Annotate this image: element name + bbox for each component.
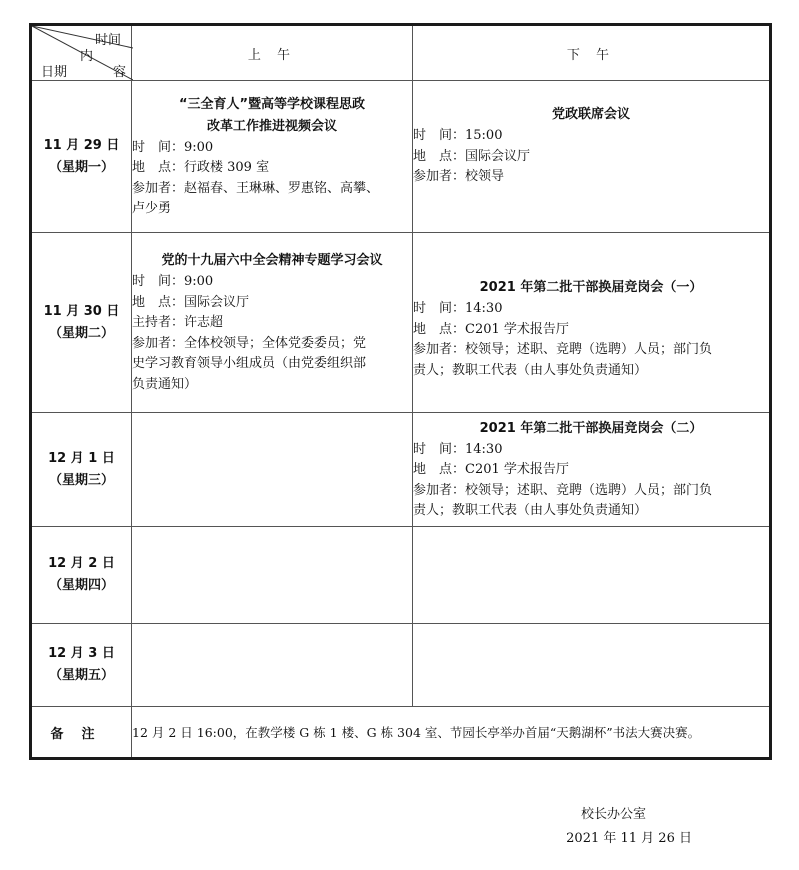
diag-content-label-a: 内 xyxy=(80,49,94,64)
weekday-label: （星期三） xyxy=(48,472,114,488)
event-location: 地 点：国际会议厅 xyxy=(132,294,250,310)
date-cell xyxy=(31,413,132,527)
weekday-label: （星期一） xyxy=(48,159,114,175)
event-title: 党政联席会议 xyxy=(551,107,630,122)
afternoon-cell xyxy=(413,81,771,233)
weekday-label: （星期二） xyxy=(48,325,114,341)
event-location: 地 点：C201 学术报告厅 xyxy=(413,462,569,477)
morning-cell xyxy=(132,527,413,624)
date-label: 12 月 2 日 xyxy=(48,556,115,571)
morning-cell xyxy=(132,81,413,233)
event-time: 时 间：14:30 xyxy=(413,301,503,316)
footer-date: 2021 年 11 月 26 日 xyxy=(566,831,692,846)
schedule-table xyxy=(29,23,772,760)
date-cell xyxy=(31,527,132,624)
event-title: 党的十九届六中全会精神专题学习会议 xyxy=(161,253,383,268)
afternoon-cell xyxy=(413,413,771,527)
event-time: 时 间：14:30 xyxy=(413,441,503,457)
afternoon-cell xyxy=(413,527,771,624)
event-attendees: 参加者：校领导 xyxy=(413,169,505,184)
day-row xyxy=(31,527,771,624)
event-attendees: 卢少勇 xyxy=(132,201,172,216)
day-row xyxy=(31,624,771,707)
morning-cell xyxy=(132,233,413,413)
remarks-text: 12 月 2 日 16:00，在教学楼 G 栋 1 楼、G 栋 304 室、节园长亭举办首届“天鹅湖杯”书法大赛决赛。 xyxy=(132,707,771,759)
afternoon-cell xyxy=(413,233,771,413)
event-title: 2021 年第二批干部换届竞岗会（一） xyxy=(479,280,703,295)
event-location: 地 点：国际会议厅 xyxy=(413,148,531,164)
diag-time-label: 时间 xyxy=(95,33,122,48)
event-location: 地 点：行政楼 309 室 xyxy=(132,160,270,175)
event-attendees: 参加者：全体校领导；全体党委委员；党 xyxy=(132,335,367,351)
weekday-label: （星期四） xyxy=(48,578,114,593)
date-cell xyxy=(31,233,132,413)
event-attendees: 参加者：校领导；述职、竞聘（选聘）人员；部门负 xyxy=(413,342,713,357)
day-row xyxy=(31,233,771,413)
remarks-label: 备注 xyxy=(31,707,132,759)
event-title: 2021 年第二批干部换届竞岗会（二） xyxy=(479,420,703,436)
event-time: 时 间：9:00 xyxy=(132,139,214,155)
event-location: 地 点：C201 学术报告厅 xyxy=(413,321,569,337)
event-host: 主持者：许志超 xyxy=(132,315,224,330)
event-attendees: 参加者：赵福春、王琳琳、罗惠铭、高攀、 xyxy=(132,180,380,196)
event-attendees: 参加者：校领导；述职、竞聘（选聘）人员；部门负 xyxy=(413,482,713,498)
afternoon-cell xyxy=(413,624,771,707)
footer-office: 校长办公室 xyxy=(580,807,646,822)
event-attendees: 负责通知） xyxy=(132,376,198,392)
morning-header: 上 午 xyxy=(132,25,413,81)
event-title: “三全育人”暨高等学校课程思政 xyxy=(178,96,366,112)
date-cell xyxy=(31,81,132,233)
event-attendees: 责人；教职工代表（由人事处负责通知） xyxy=(413,362,648,378)
day-row xyxy=(31,413,771,527)
event-title: 改革工作推进视频会议 xyxy=(206,118,337,134)
event-attendees: 责人；教职工代表（由人事处负责通知） xyxy=(413,503,648,518)
date-label: 11 月 29 日 xyxy=(43,137,120,153)
date-cell xyxy=(31,624,132,707)
remarks-row xyxy=(31,707,771,759)
header-row xyxy=(31,25,771,81)
event-time: 时 间：15:00 xyxy=(413,128,503,143)
morning-cell xyxy=(132,624,413,707)
date-label: 12 月 1 日 xyxy=(48,450,115,466)
diag-date-label: 日期 xyxy=(41,65,68,80)
date-label: 12 月 3 日 xyxy=(48,646,115,661)
day-row xyxy=(31,81,771,233)
morning-cell xyxy=(132,413,413,527)
afternoon-header: 下 午 xyxy=(413,25,771,81)
diag-content-label-b: 容 xyxy=(113,65,127,80)
diagonal-header-cell xyxy=(31,25,132,81)
event-time: 时 间：9:00 xyxy=(132,274,214,289)
weekday-label: （星期五） xyxy=(48,668,114,683)
event-attendees: 史学习教育领导小组成员（由党委组织部 xyxy=(132,356,367,371)
date-label: 11 月 30 日 xyxy=(43,303,120,319)
